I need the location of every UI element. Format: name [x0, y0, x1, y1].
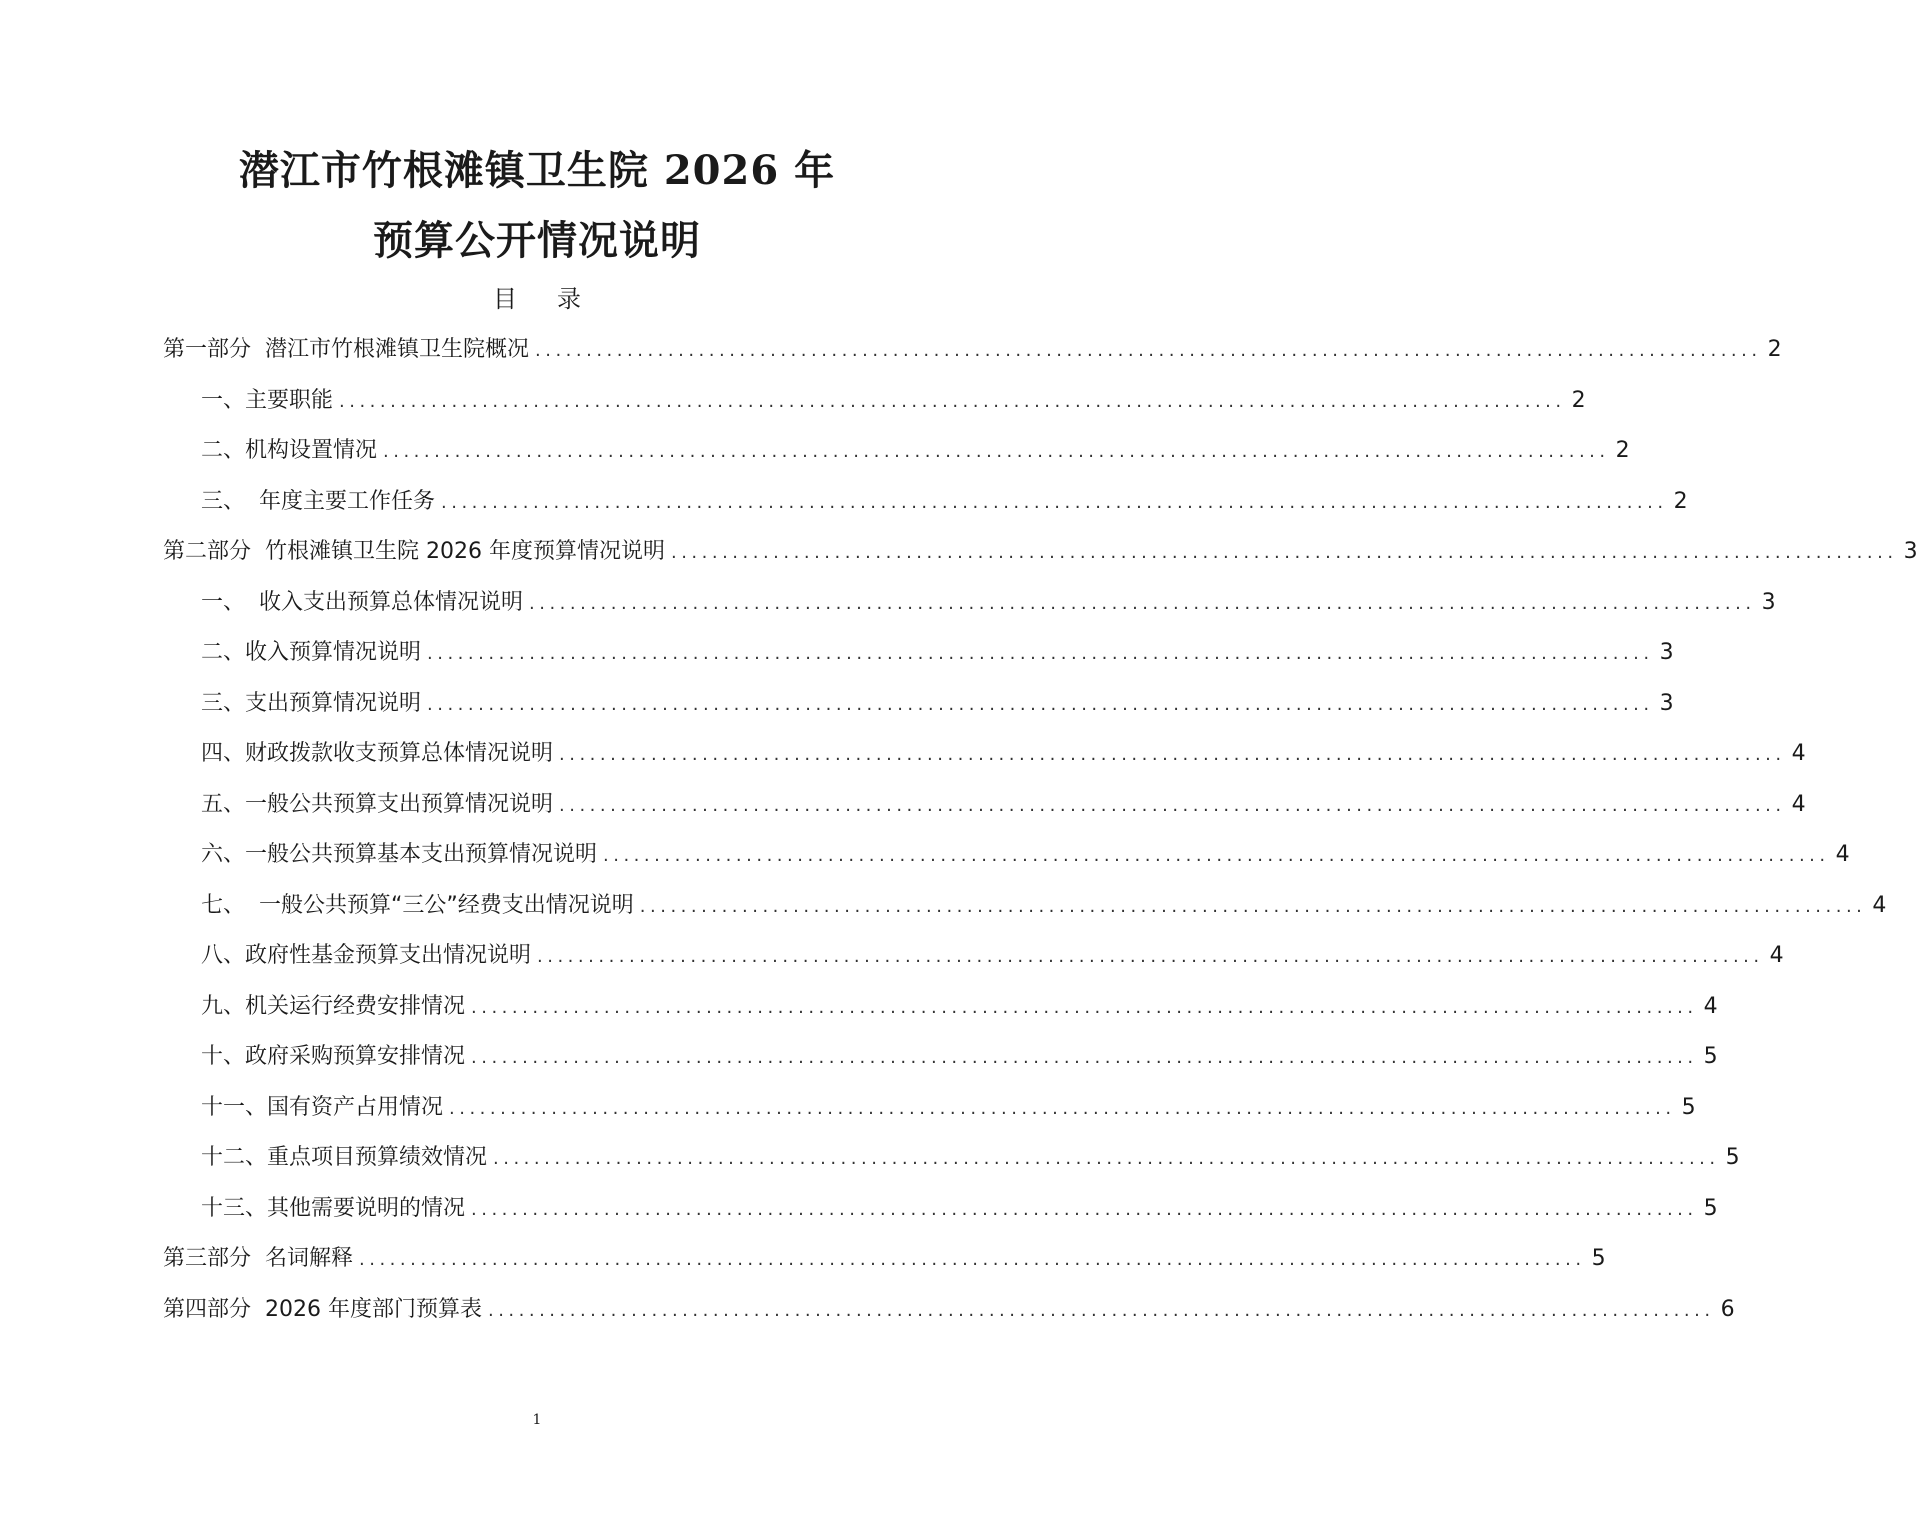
toc-entry[interactable] [163, 886, 1887, 937]
toc-entry-text: 十、政府采购预算安排情况 [201, 1044, 466, 1069]
toc-entry[interactable] [163, 1037, 1718, 1088]
toc-entry-page: 5 [1681, 1094, 1696, 1120]
toc-entry[interactable] [163, 1088, 1696, 1139]
toc-leader-dots: ........................................................................................................................ [339, 390, 1566, 412]
toc-entry-page: 2 [1673, 488, 1688, 514]
toc-entry-page: 4 [1791, 741, 1806, 766]
toc-entry-page: 4 [1835, 842, 1850, 867]
toc-leader-dots: ........................................................................................................................ [639, 895, 1867, 917]
toc-entry-text: 十二、重点项目预算绩效情况 [201, 1145, 488, 1170]
toc-entry-text: 五、一般公共预算支出预算情况说明 [201, 791, 554, 817]
toc-entry[interactable] [163, 835, 1850, 886]
toc-entry[interactable] [163, 532, 1918, 583]
toc-entry[interactable] [163, 583, 1776, 634]
toc-entry-page: 4 [1703, 993, 1718, 1019]
toc-entry-text: 第一部分 潜江市竹根滩镇卫生院概况 [163, 337, 529, 362]
toc-entry-page: 3 [1761, 589, 1776, 615]
toc-entry-page: 3 [1659, 640, 1674, 665]
toc-entry-text: 八、政府性基金预算支出情况说明 [201, 943, 532, 968]
table-of-contents [163, 330, 1918, 1340]
toc-entry-text: 十三、其他需要说明的情况 [201, 1195, 466, 1221]
toc-entry-page: 4 [1791, 791, 1806, 817]
toc-entry-text: 六、一般公共预算基本支出预算情况说明 [201, 842, 598, 867]
toc-leader-dots: ........................................................................................................................ [471, 996, 1698, 1018]
toc-entry-text: 九、机关运行经费安排情况 [201, 993, 466, 1019]
toc-entry[interactable] [163, 734, 1806, 785]
toc-entry[interactable] [163, 785, 1806, 836]
toc-leader-dots: ........................................................................................................................ [427, 643, 1654, 664]
toc-entry-text: 三、支出预算情况说明 [201, 690, 422, 716]
toc-entry[interactable] [163, 936, 1784, 987]
toc-leader-dots: ........................................................................................................................ [670, 542, 1898, 563]
document-title-line-2: 预算公开情况说明 [373, 217, 701, 264]
toc-entry[interactable] [163, 1138, 1740, 1189]
toc-leader-dots: ........................................................................................................................ [427, 693, 1654, 715]
toc-entry-text: 二、收入预算情况说明 [201, 640, 422, 665]
toc-leader-dots: ........................................................................................................................ [487, 1299, 1715, 1321]
toc-entry-page: 2 [1571, 387, 1586, 413]
toc-entry-page: 6 [1720, 1296, 1735, 1322]
toc-entry-text: 第四部分 2026 年度部门预算表 [163, 1296, 482, 1322]
toc-entry[interactable] [163, 1239, 1606, 1290]
toc-entry-text: 第二部分 竹根滩镇卫生院 2026 年度预算情况说明 [163, 539, 665, 564]
toc-leader-dots: ........................................................................................................................ [559, 744, 1786, 765]
toc-entry[interactable] [163, 431, 1630, 482]
toc-leader-dots: ........................................................................................................................ [471, 1047, 1698, 1068]
toc-entry-text: 一、 收入支出预算总体情况说明 [201, 589, 523, 615]
toc-entry-page: 3 [1659, 690, 1674, 716]
toc-entry[interactable] [163, 633, 1674, 684]
document-title-line-1: 潜江市竹根滩镇卫生院 2026 年 [238, 147, 836, 194]
toc-entry-page: 5 [1703, 1044, 1718, 1069]
toc-entry-text: 一、主要职能 [201, 387, 334, 413]
toc-leader-dots: ........................................................................................................................ [537, 946, 1764, 967]
toc-heading: 目录 [493, 285, 621, 313]
toc-entry[interactable] [163, 381, 1586, 432]
toc-leader-dots: ........................................................................................................................ [535, 340, 1762, 361]
toc-entry-text: 十一、国有资产占用情况 [201, 1094, 444, 1120]
toc-entry-page: 4 [1872, 892, 1887, 918]
toc-leader-dots: ........................................................................................................................ [359, 1249, 1586, 1270]
toc-leader-dots: ........................................................................................................................ [559, 794, 1786, 816]
toc-leader-dots: ........................................................................................................................ [493, 1148, 1720, 1169]
toc-entry-page: 2 [1767, 337, 1782, 362]
toc-entry[interactable] [163, 1189, 1718, 1240]
toc-entry-text: 四、财政拨款收支预算总体情况说明 [201, 741, 554, 766]
toc-entry-text: 七、 一般公共预算“三公”经费支出情况说明 [201, 892, 634, 918]
toc-leader-dots: ........................................................................................................................ [449, 1097, 1676, 1119]
toc-entry[interactable] [163, 684, 1674, 735]
toc-entry[interactable] [163, 1290, 1735, 1341]
toc-entry[interactable] [163, 987, 1718, 1038]
toc-leader-dots: ........................................................................................................................ [471, 1198, 1698, 1220]
toc-entry-page: 5 [1703, 1195, 1718, 1221]
toc-entry-page: 5 [1725, 1145, 1740, 1170]
toc-entry[interactable] [163, 482, 1688, 533]
toc-entry-page: 2 [1615, 438, 1630, 463]
toc-entry-page: 4 [1769, 943, 1784, 968]
toc-leader-dots: ........................................................................................................................ [603, 845, 1830, 866]
toc-leader-dots: ........................................................................................................................ [529, 592, 1756, 614]
toc-entry[interactable] [163, 330, 1782, 381]
toc-entry-page: 5 [1591, 1246, 1606, 1271]
toc-leader-dots: ........................................................................................................................ [383, 441, 1610, 462]
toc-entry-text: 三、 年度主要工作任务 [201, 488, 435, 514]
toc-entry-page: 3 [1903, 539, 1918, 564]
toc-entry-text: 第三部分 名词解释 [163, 1246, 353, 1271]
toc-leader-dots: ........................................................................................................................ [441, 491, 1668, 513]
toc-entry-text: 二、机构设置情况 [201, 438, 378, 463]
page-number: 1 [532, 1412, 542, 1428]
